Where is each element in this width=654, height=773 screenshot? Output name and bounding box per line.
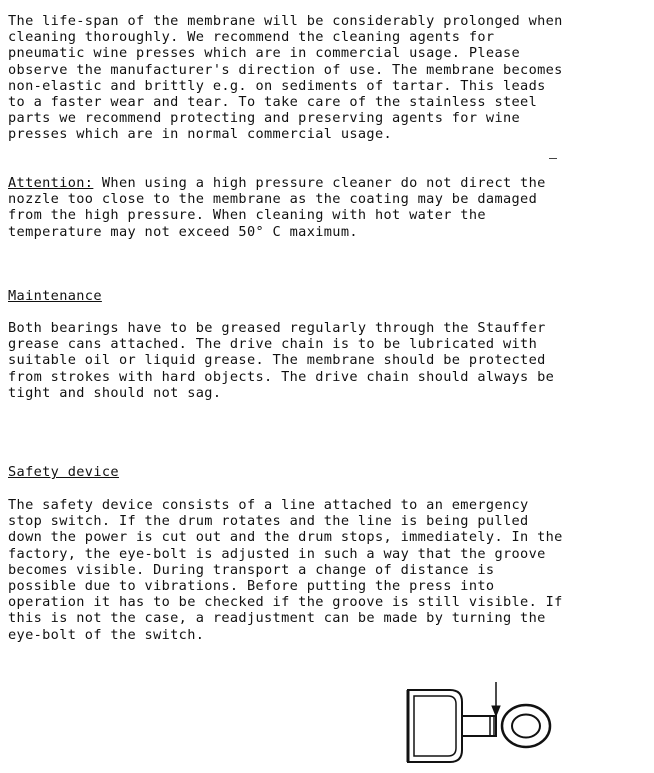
safety-heading: Safety device	[8, 464, 119, 480]
safety-line: possible due to vibrations. Before putting the press into	[8, 578, 495, 595]
attention-first-line-text: When using a high pressure cleaner do not direct the	[93, 175, 546, 191]
intro-line: The life-span of the membrane will be considerably prolonged when	[8, 13, 563, 29]
safety-paragraph	[8, 497, 648, 643]
safety-line: becomes visible. During transport a change of distance is	[8, 561, 495, 578]
intro-line: pneumatic wine presses which are in commercial usage. Please	[8, 45, 521, 62]
safety-line: operation it has to be checked if the groove is still visible. If	[8, 594, 563, 611]
maintenance-line: grease cans attached. The drive chain is to be lubricated with	[8, 336, 538, 353]
attention-line: nozzle too close to the membrane as the coating may be damaged	[8, 191, 538, 208]
eye-bolt-switch-diagram	[398, 676, 568, 771]
attention-label: Attention:	[8, 175, 94, 191]
intro-line: presses which are in normal commercial usage.	[8, 126, 393, 143]
attention-paragraph	[8, 175, 648, 240]
intro-line: parts we recommend protecting and preserving agents for wine	[8, 110, 521, 127]
maintenance-line: suitable oil or liquid grease. The membrane should be protected	[8, 352, 546, 369]
maintenance-line: from strokes with hard objects. The drive chain should always be	[8, 368, 555, 385]
attention-line: temperature may not exceed 50° C maximum.	[8, 223, 358, 240]
attention-line: from the high pressure. When cleaning with hot water the	[8, 207, 486, 224]
attention-first-line	[8, 175, 648, 191]
safety-line: eye-bolt of the switch.	[8, 626, 205, 643]
intro-line: cleaning thoroughly. We recommend the cleaning agents for	[8, 29, 495, 46]
intro-line: to a faster wear and tear. To take care of the stainless steel	[8, 94, 538, 111]
safety-line: down the power is cut out and the drum stops, immediately. In the	[8, 529, 563, 546]
intro-line: non-elastic and brittly e.g. on sediments of tartar. This leads	[8, 77, 546, 94]
safety-line: The safety device consists of a line attached to an emergency	[8, 497, 529, 513]
safety-line: stop switch. If the drum rotates and the line is being pulled	[8, 513, 529, 530]
intro-line: observe the manufacturer's direction of use. The membrane becomes	[8, 61, 563, 78]
switch-housing	[408, 690, 462, 762]
safety-line: this is not the case, a readjustment can be made by turning the	[8, 610, 546, 627]
maintenance-line: Both bearings have to be greased regularly through the Stauffer	[8, 320, 546, 336]
groove-arrow	[492, 682, 500, 716]
eye-bolt	[462, 705, 550, 747]
maintenance-line: tight and should not sag.	[8, 384, 222, 401]
intro-paragraph	[8, 13, 648, 143]
stray-mark	[549, 158, 557, 159]
maintenance-paragraph	[8, 320, 648, 401]
maintenance-heading: Maintenance	[8, 288, 102, 304]
safety-line: factory, the eye-bolt is adjusted in such a way that the groove	[8, 545, 546, 562]
